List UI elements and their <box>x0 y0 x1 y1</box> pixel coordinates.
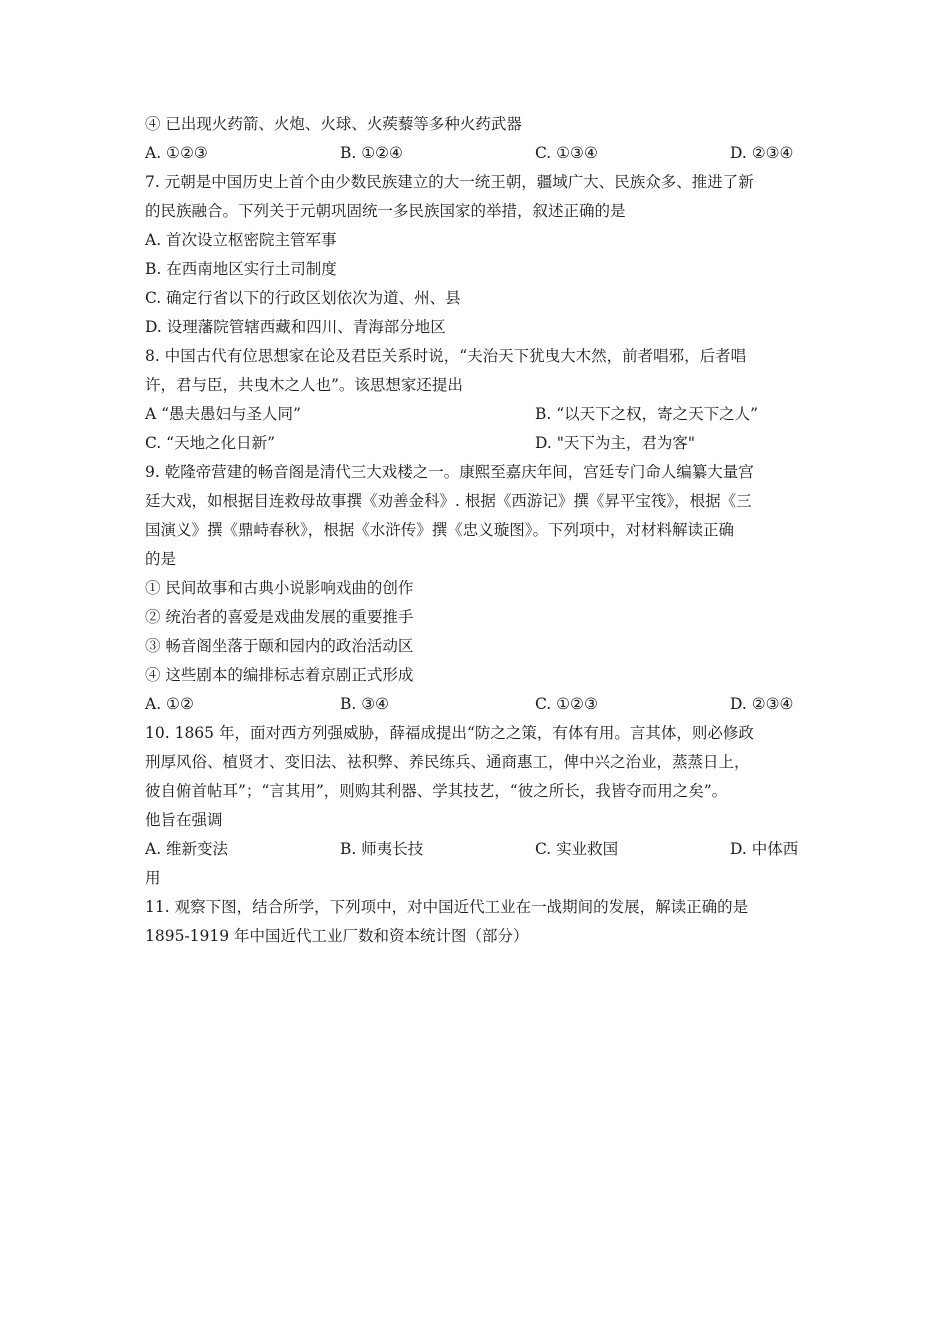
q9-stem-line-2: 廷大戏，如根据目连救母故事撰《劝善金科》. 根据《西游记》撰《昇平宝筏》，根据《三 <box>145 492 752 510</box>
q10-stem-line-4: 他旨在强调 <box>145 811 223 829</box>
q7-option-b: B. 在西南地区实行土司制度 <box>145 260 337 278</box>
q10-option-c: C. 实业救国 <box>535 840 619 858</box>
q8-options-row-1 <box>145 400 805 429</box>
q9-stem-line-1: 9. 乾隆帝营建的畅音阁是清代三大戏楼之一。康熙至嘉庆年间，宫廷专门命人编纂大量宫 <box>145 463 754 481</box>
q10-stem-line-2: 刑厚风俗、植贤才、变旧法、袪积弊、养民练兵、通商惠工，俾中兴之治业，蒸蒸日上， <box>145 753 750 771</box>
q6-item-4: ④ 已出现火药箭、火炮、火球、火蒺藜等多种火药武器 <box>145 115 522 133</box>
q7-stem-line-1: 7. 元朝是中国历史上首个由少数民族建立的大一统王朝，疆域广大、民族众多、推进了新 <box>145 173 754 191</box>
q8-option-c: C. “天地之化日新” <box>145 434 276 452</box>
q10-options <box>145 835 805 864</box>
q6-option-b: B. ①②④ <box>340 144 403 162</box>
q10-option-a: A. 维新变法 <box>145 840 229 858</box>
q8-options-row-2 <box>145 429 805 458</box>
q10-option-d-wrap: 用 <box>145 869 161 887</box>
q10-stem-line-1: 10. 1865 年，面对西方列强威胁，薛福成提出“防之之策，有体有用。言其体，则必修政 <box>145 724 754 742</box>
q9-item-1: ① 民间故事和古典小说影响戏曲的创作 <box>145 579 414 597</box>
exam-page <box>145 110 805 951</box>
q9-stem-line-4: 的是 <box>145 550 177 568</box>
q8-option-d: D. "天下为主，君为客" <box>535 434 695 452</box>
q9-option-d: D. ②③④ <box>730 695 794 713</box>
q9-item-4: ④ 这些剧本的编排标志着京剧正式形成 <box>145 666 414 684</box>
q8-option-a: A “愚夫愚妇与圣人同” <box>145 405 301 423</box>
q10-option-b: B. 师夷长技 <box>340 840 424 858</box>
q6-options <box>145 139 805 168</box>
q9-item-3: ③ 畅音阁坐落于颐和园内的政治活动区 <box>145 637 414 655</box>
q10-option-d: D. 中体西 <box>730 840 799 858</box>
q9-option-b: B. ③④ <box>340 695 390 713</box>
q7-option-c: C. 确定行省以下的行政区划依次为道、州、县 <box>145 289 461 307</box>
q9-option-c: C. ①②③ <box>535 695 598 713</box>
q6-option-c: C. ①③④ <box>535 144 598 162</box>
q6-option-d: D. ②③④ <box>730 144 794 162</box>
q8-stem-line-1: 8. 中国古代有位思想家在论及君臣关系时说，“夫治天下犹曳大木然，前者唱邪，后者唱 <box>145 347 747 365</box>
q11-figure-caption: 1895-1919 年中国近代工业厂数和资本统计图（部分） <box>145 927 529 945</box>
q9-option-a: A. ①② <box>145 695 194 713</box>
q10-stem-line-3: 彼自俯首帖耳”；“言其用”，则购其利器、学其技艺，“彼之所长，我皆夺而用之矣”。 <box>145 782 728 800</box>
q9-stem-line-3: 国演义》撰《鼎峙春秋》，根据《水浒传》撰《忠义璇图》。下列项中，对材料解读正确 <box>145 521 735 539</box>
q7-stem-line-2: 的民族融合。下列关于元朝巩固统一多民族国家的举措，叙述正确的是 <box>145 202 626 220</box>
q11-stem-line-1: 11. 观察下图，结合所学，下列项中，对中国近代工业在一战期间的发展，解读正确的是 <box>145 898 749 916</box>
q8-option-b: B. “以天下之权，寄之天下之人” <box>535 405 759 423</box>
q6-option-a: A. ①②③ <box>145 144 208 162</box>
q7-option-d: D. 设理藩院管辖西藏和四川、青海部分地区 <box>145 318 446 336</box>
q8-stem-line-2: 许，君与臣，共曳木之人也”。该思想家还提出 <box>145 376 463 394</box>
q7-option-a: A. 首次设立枢密院主管军事 <box>145 231 337 249</box>
q9-item-2: ② 统治者的喜爱是戏曲发展的重要推手 <box>145 608 414 626</box>
q9-options <box>145 690 805 719</box>
